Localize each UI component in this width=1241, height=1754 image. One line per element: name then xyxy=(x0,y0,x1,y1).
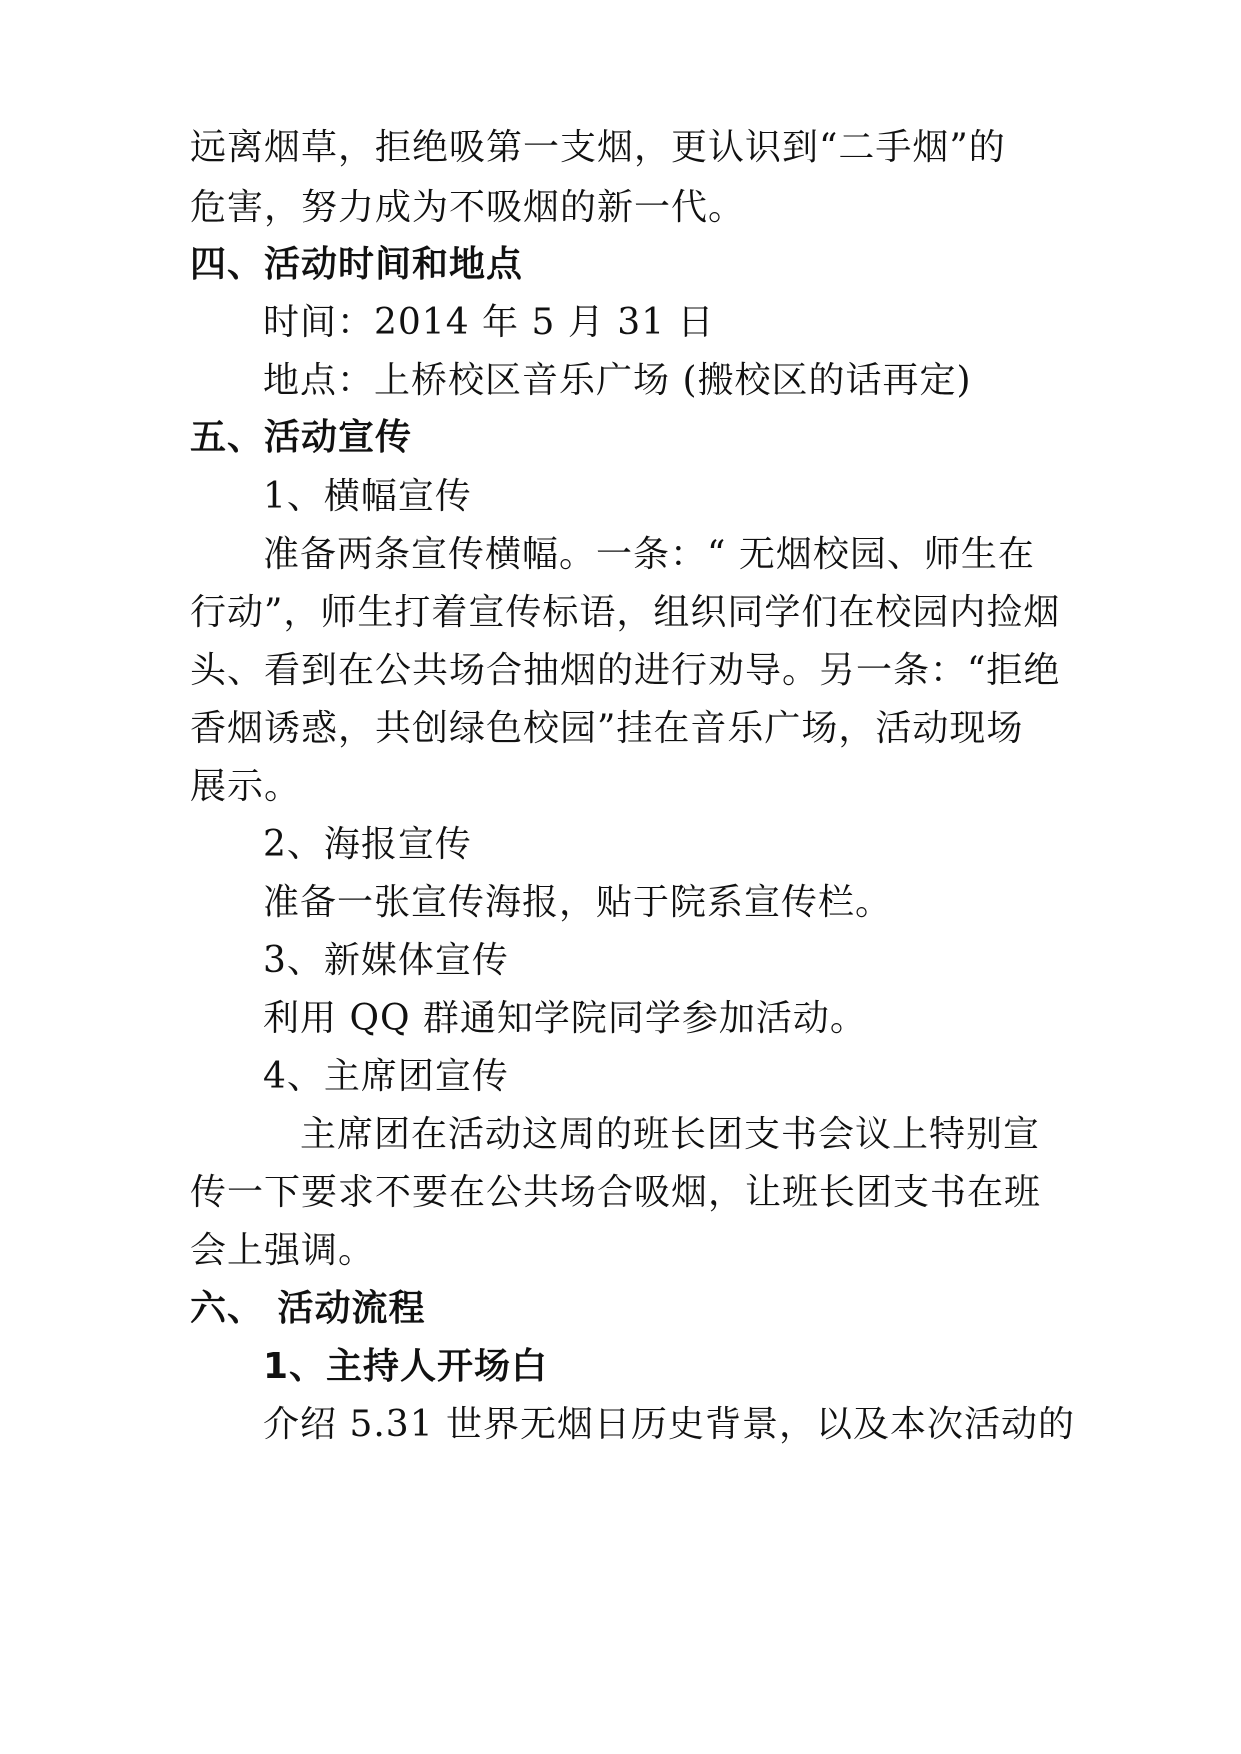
poster-paragraph: 准备一张宣传海报，贴于院系宣传栏。 xyxy=(263,882,893,923)
activity-time: 时间：2014 年 5 月 31 日 xyxy=(263,302,715,343)
subheading-presidium: 4、主席团宣传 xyxy=(263,1056,509,1097)
new-media-paragraph: 利用 QQ 群通知学院同学参加活动。 xyxy=(263,998,867,1039)
presidium-paragraph-line-3: 会上强调。 xyxy=(190,1230,376,1271)
subheading-host-opening: 1、主持人开场白 xyxy=(263,1346,549,1387)
section-heading-6: 六、 活动流程 xyxy=(190,1288,426,1329)
host-opening-paragraph: 介绍 5.31 世界无烟日历史背景，以及本次活动的 xyxy=(263,1404,1076,1445)
presidium-paragraph-line-2: 传一下要求不要在公共场合吸烟，让班长团支书在班 xyxy=(190,1172,1042,1213)
banner-paragraph-line-5: 展示。 xyxy=(190,766,302,807)
presidium-paragraph-line-1: 主席团在活动这周的班长团支书会议上特别宣 xyxy=(300,1114,1041,1155)
paragraph-line-2: 危害，努力成为不吸烟的新一代。 xyxy=(190,187,746,228)
banner-paragraph-line-3: 头、看到在公共场合抽烟的进行劝导。另一条：“拒绝 xyxy=(190,650,1061,691)
activity-location: 地点：上桥校区音乐广场 (搬校区的话再定) xyxy=(263,360,972,401)
paragraph-line-1: 远离烟草，拒绝吸第一支烟，更认识到“二手烟”的 xyxy=(190,127,1006,168)
subheading-new-media: 3、新媒体宣传 xyxy=(263,940,509,981)
section-heading-4: 四、活动时间和地点 xyxy=(190,244,524,285)
banner-paragraph-line-2: 行动”，师生打着宣传标语，组织同学们在校园内捡烟 xyxy=(190,592,1061,633)
subheading-banner: 1、横幅宣传 xyxy=(263,476,472,517)
banner-paragraph-line-1: 准备两条宣传横幅。一条：“ 无烟校园、师生在 xyxy=(263,534,1035,575)
subheading-poster: 2、海报宣传 xyxy=(263,824,472,865)
section-heading-5: 五、活动宣传 xyxy=(190,417,413,458)
banner-paragraph-line-4: 香烟诱惑，共创绿色校园”挂在音乐广场，活动现场 xyxy=(190,708,1024,749)
